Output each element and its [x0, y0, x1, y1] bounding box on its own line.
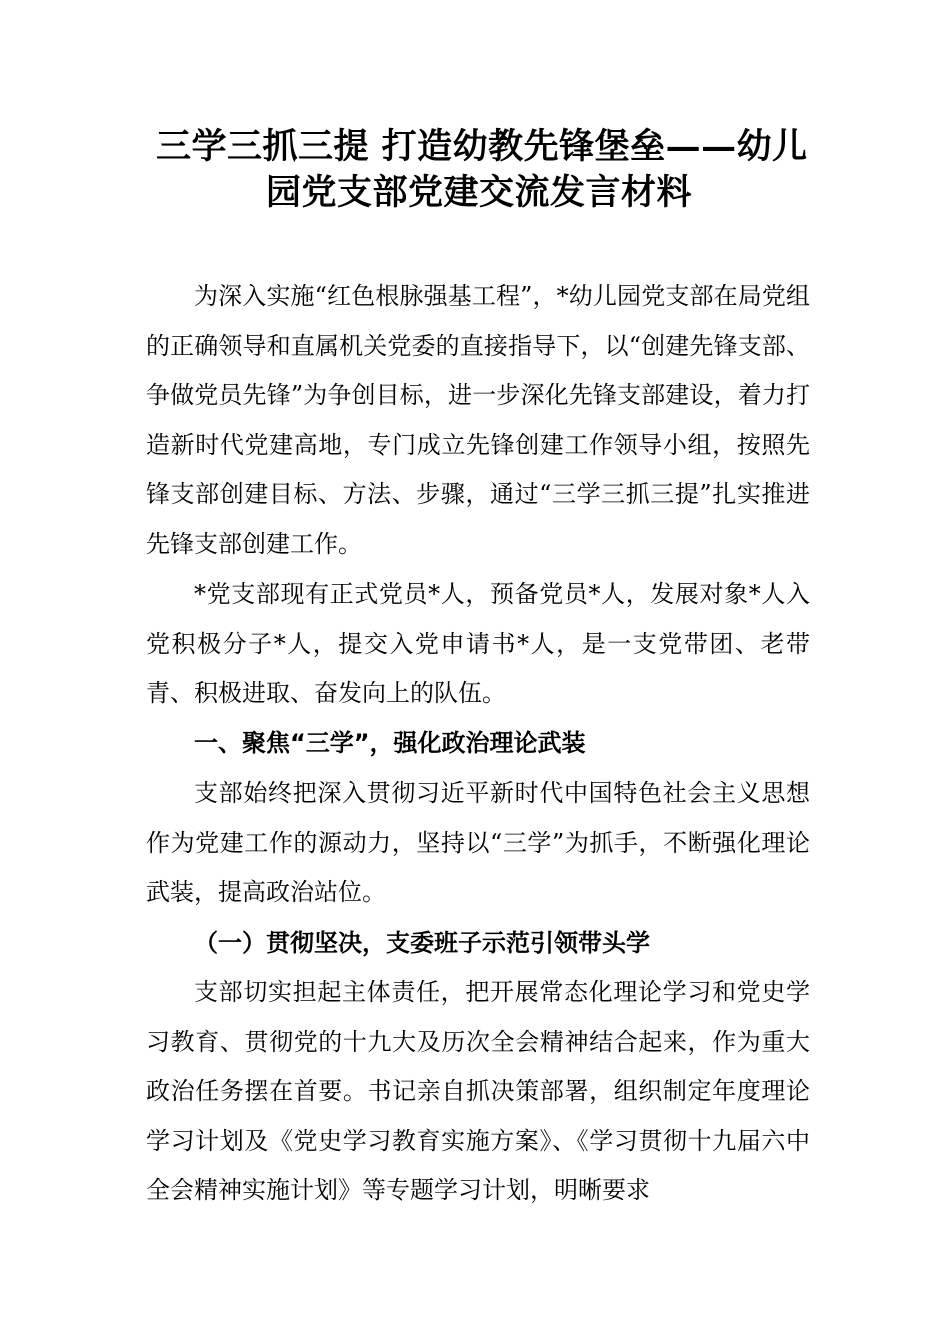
- section-heading-1: 一、聚焦“三学”，强化政治理论武装: [194, 729, 586, 757]
- body-paragraph-intro: 为深入实施“红色根脉强基工程”，*幼儿园党支部在局党组的正确领导和直属机关党委的直接指导下，以“创建先锋支部、争做党员先锋”为争创目标，进一步深化先锋支部建设，着力打造新时代党建高地，专门成立先锋创建工作领导小组，按照先锋支部创建目标、方法、步骤，通过“三学三抓三提”扎实推进先锋支部创建工作。: [146, 282, 810, 558]
- body-paragraph-members: *党支部现有正式党员*人，预备党员*人，发展对象*人入党积极分子*人，提交入党申请书*人，是一支党带团、老带青、积极进取、奋发向上的队伍。: [146, 580, 810, 708]
- document-title-line2: 园党支部党建交流发言材料: [266, 172, 693, 213]
- document-title-line1: 三学三抓三提 打造幼教先锋堡垒——幼儿: [156, 126, 808, 167]
- subsection-heading-1-1: （一）贯彻坚决，支委班子示范引领带头学: [194, 928, 650, 957]
- body-paragraph-section1-1: 支部切实担起主体责任，把开展常态化理论学习和党史学习教育、贯彻党的十九大及历次全会精神结合起来，作为重大政治任务摆在首要。书记亲自抓决策部署，组织制定年度理论学习计划及《党史学习教育实施方案》、《学习贯彻十九届六中全会精神实施计划》等专题学习计划，明晰要求: [146, 978, 810, 1205]
- body-paragraph-section1: 支部始终把深入贯彻习近平新时代中国特色社会主义思想作为党建工作的源动力，坚持以“三学”为抓手，不断强化理论武装，提高政治站位。: [146, 779, 810, 907]
